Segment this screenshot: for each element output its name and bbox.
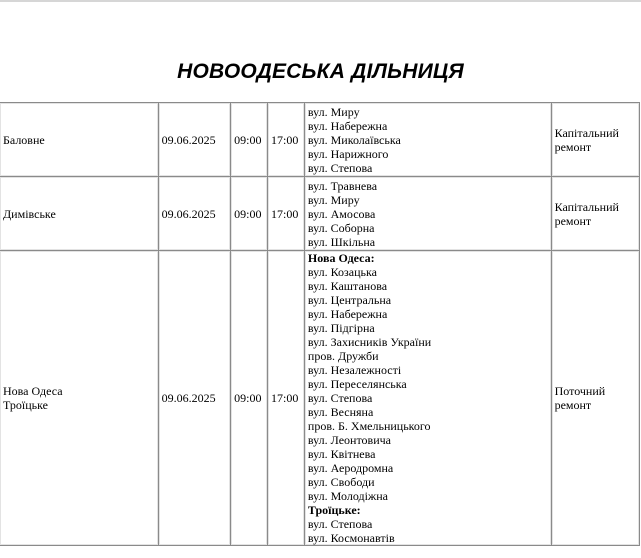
page-title: НОВООДЕСЬКА ДІЛЬНИЦЯ [177, 60, 464, 83]
street-name: вул. Молодіжна [307, 489, 388, 503]
time-from-cell: 09:00 [231, 103, 268, 177]
street-name: пров. Б. Хмельницького [307, 419, 431, 433]
street-name: вул. Амосова [307, 206, 376, 221]
street-name: вул. Весняна [307, 405, 374, 419]
settlement-name: Димівське [3, 206, 56, 221]
table-row [0, 177, 640, 251]
time-from-cell: 09:00 [231, 177, 268, 251]
settlement-name: Троїцьке [3, 398, 48, 412]
settlement-cell [0, 103, 158, 177]
work-type-text: ремонт [554, 139, 592, 154]
work-type-text: ремонт [554, 213, 592, 228]
work-type-cell [551, 103, 639, 177]
street-name: вул. Квітнева [307, 447, 376, 461]
time-from-cell: 09:00 [231, 251, 268, 546]
street-name: вул. Набережна [307, 307, 388, 321]
locality-heading: Нова Одеса: [307, 251, 375, 265]
street-name: вул. Миколаївська [307, 132, 401, 147]
street-name: вул. Аеродромна [307, 461, 394, 475]
table-body [0, 103, 640, 546]
street-name: вул. Підгірна [307, 321, 375, 335]
street-name: вул. Шкільна [307, 234, 376, 249]
streets-cell [304, 103, 551, 177]
work-type-cell [551, 251, 639, 546]
streets-cell [304, 251, 551, 546]
street-name: вул. Центральна [307, 293, 392, 307]
time-to-cell: 17:00 [268, 251, 305, 546]
street-name: пров. Дружби [307, 349, 379, 363]
work-type-text: ремонт [554, 398, 592, 412]
time-to-cell: 17:00 [268, 103, 305, 177]
settlement-name: Баловне [3, 132, 45, 147]
work-type-text: Капітальний [554, 199, 619, 214]
date-cell: 09.06.2025 [158, 251, 231, 546]
street-name: вул. Миру [307, 104, 360, 119]
top-divider [0, 0, 641, 2]
street-name: вул. Миру [307, 192, 360, 207]
settlement-name: Нова Одеса [3, 384, 63, 398]
date-cell: 09.06.2025 [158, 177, 231, 251]
date-cell: 09.06.2025 [158, 103, 231, 177]
outage-schedule-table [0, 102, 640, 546]
work-type-text: Капітальний [554, 125, 619, 140]
street-name: вул. Козацька [307, 265, 377, 279]
table-row [0, 103, 640, 177]
settlement-cell [0, 251, 158, 546]
street-name: вул. Незалежності [307, 363, 402, 377]
locality-heading: Троїцьке: [307, 503, 361, 517]
street-name: вул. Степова [307, 160, 373, 175]
streets-cell [304, 177, 551, 251]
work-type-text: Поточний [554, 384, 606, 398]
street-name: вул. Леонтовича [307, 433, 391, 447]
street-name: вул. Степова [307, 391, 373, 405]
street-name: вул. Степова [307, 517, 373, 531]
street-name: вул. Каштанова [307, 279, 388, 293]
street-name: вул. Свободи [307, 475, 375, 489]
street-name: вул. Захисників України [307, 335, 432, 349]
time-to-cell: 17:00 [268, 177, 305, 251]
street-name: вул. Набережна [307, 118, 388, 133]
work-type-cell [551, 177, 639, 251]
street-name: вул. Нарижного [307, 146, 389, 161]
street-name: вул. Соборна [307, 220, 375, 235]
street-name: вул. Травнева [307, 178, 378, 193]
settlement-cell [0, 177, 158, 251]
table-row [0, 251, 640, 546]
street-name: вул. Космонавтів [307, 531, 395, 545]
street-name: вул. Переселянська [307, 377, 407, 391]
